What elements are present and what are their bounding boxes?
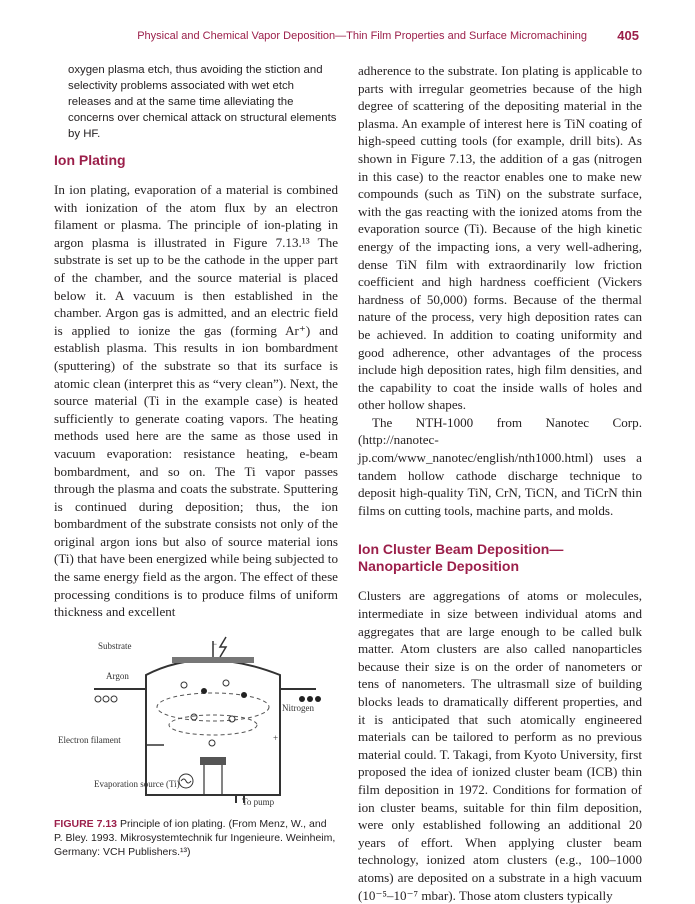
evaporation-source — [200, 757, 226, 765]
argon-atom — [95, 696, 101, 702]
ion-particle — [181, 682, 187, 688]
nitrogen-atom — [299, 696, 305, 702]
section-heading-ion-plating: Ion Plating — [54, 152, 126, 168]
right-paragraph-2: The NTH-1000 from Nanotec Corp. (http://nanotec-jp.com/www_nanotec/english/nth1000.html) uses a tandem hollow cathode discharge technique to deposit high-quality TiN, CrN, TiCN, and TiCrN thin films on cutting tools, machine parts, and molds. — [358, 414, 642, 518]
figure-7-13 — [54, 635, 338, 859]
plasma-region-inner — [169, 715, 257, 735]
label-argon: Argon — [106, 670, 129, 681]
intro-text: oxygen plasma etch, thus avoiding the stiction and selectivity problems associated with wet etch releases and at the same time alleviating the concerns over chemical attack on structural elements by HF. — [68, 64, 337, 140]
ion-particle — [223, 680, 229, 686]
label-substrate: Substrate — [98, 640, 132, 651]
running-title: Physical and Chemical Vapor Deposition—Thin Film Properties and Surface Micromachining — [137, 30, 587, 42]
chamber-outline — [146, 660, 280, 795]
voltage-symbol — [220, 637, 226, 657]
section-heading-icb: Ion Cluster Beam Deposition—Nanoparticle Deposition — [358, 541, 564, 575]
argon-atom — [111, 696, 117, 702]
ac-wave — [181, 779, 191, 783]
argon-atom — [103, 696, 109, 702]
right-column — [358, 62, 642, 904]
nitrogen-atom — [315, 696, 321, 702]
ion-particle — [241, 692, 247, 698]
nitrogen-atom — [307, 696, 313, 702]
ion-plating-diagram — [54, 635, 338, 807]
figure-caption — [54, 817, 338, 859]
label-evaporation-source: Evaporation source (Ti) — [94, 778, 180, 789]
plasma-region — [157, 693, 269, 721]
minus-sign: − — [212, 638, 218, 649]
ion-particle — [209, 740, 215, 746]
label-nitrogen: Nitrogen — [282, 702, 314, 713]
ion-particle — [229, 716, 235, 722]
ion-plating-paragraph: In ion plating, evaporation of a material is combined with ionization of the atom flux by an electron filament or plasma. The principle of ion-plating in argon plasma is illustrated in Figure 7.13.¹³ The substrate is set up to be the cathode in the upper part of the chamber, and the source material is placed below it. A vacuum is then established in the chamber. Argon gas is admitted, and an electric field is applied to ionize the gas (forming Ar⁺) and establish plasma. This results in ion bombardment (sputtering) of the substrate so that its surface is atomic clean (interpret this as “very clean”). Next, the source material (Ti in the example case) is heated sufficiently to generate coating vapors. The heating methods used here are the same as those used in vacuum evaporation: resistance heating, e-beam bombardment, and so on. The Ti vapor passes through the plasma and coats the substrate. Sputtering is continued during deposition; thus, the ion bombardment of the substrate consists not only of the original argon ions but also of source material ions (Ti) that have been energized while being subjected to the same energy field as the argon. The effect of these processing conditions is to produce films of uniform thickness and excellent — [54, 182, 338, 620]
substrate-plate — [172, 657, 254, 663]
ion-particle — [191, 714, 197, 720]
page-number: 405 — [617, 28, 639, 43]
plus-sign: + — [273, 732, 279, 743]
ion-particle — [201, 688, 207, 694]
right-paragraph-1: adherence to the substrate. Ion plating is applicable to parts with irregular geometries because of the high degree of scattering of the depositing material in the plasma. An example of interest here is TiN coating of high-speed cutting tools (for example, drill bits). As shown in Figure 7.13, the addition of a gas (nitrogen in this case) to the reactor enables one to make new compounds (such as TiN) on the substrate surface, with the gas reacting with the ionized atoms from the evaporation source (Ti). Because of the high kinetic energy of the impacting ions, a very well-adhering, dense TiN film with extraordinarily low friction coefficient and high hardness coefficient (Vickers hardness of 50,000) forms. Because of the thermal nature of the process, very high deposition rates can be achieved. In addition to coating uniformity and good adherence, other advantages of the process include high deposition rates, high film densities, and the capability to coat the inside walls of holes and other hollow shapes. — [358, 63, 642, 413]
label-electron-filament: Electron filament — [58, 734, 121, 745]
label-to-pump: To pump — [242, 796, 275, 807]
caption-label: FIGURE 7.13 — [54, 817, 118, 830]
icb-paragraph: Clusters are aggregations of atoms or molecules, intermediate in size between individual atoms and aggregates that are large enough to be called bulk matter. Atom clusters are also called nanoparticles because their size is on the order of nanometers or tens of nanometers. The ultrasmall size of building blocks leads to dramatically different properties, and it is anticipated that such atomically engineered materials can be tailored to perform as no previous material could. T. Takagi, from Kyoto University, first proposed the idea of ionized cluster beam (ICB) thin film deposition in 1972. Conditions for formation of ion cluster beams, suitable for thin film deposition, were only established following an additional 20 years of effort. When applying cluster beam technology, ionized atom clusters (e.g., 100–1000 atoms) are deposited on a substrate in a high vacuum (10⁻⁵–10⁻⁷ mbar). Those atom clusters typically — [358, 588, 642, 903]
running-header — [0, 24, 695, 44]
caption-text: Principle of ion plating. (From Menz, W., and P. Bley. 1993. Mikrosystemtechnik fur Ingenieure. Weinheim, Germany: VCH Publishers.¹³) — [54, 817, 336, 858]
left-column — [54, 62, 338, 869]
